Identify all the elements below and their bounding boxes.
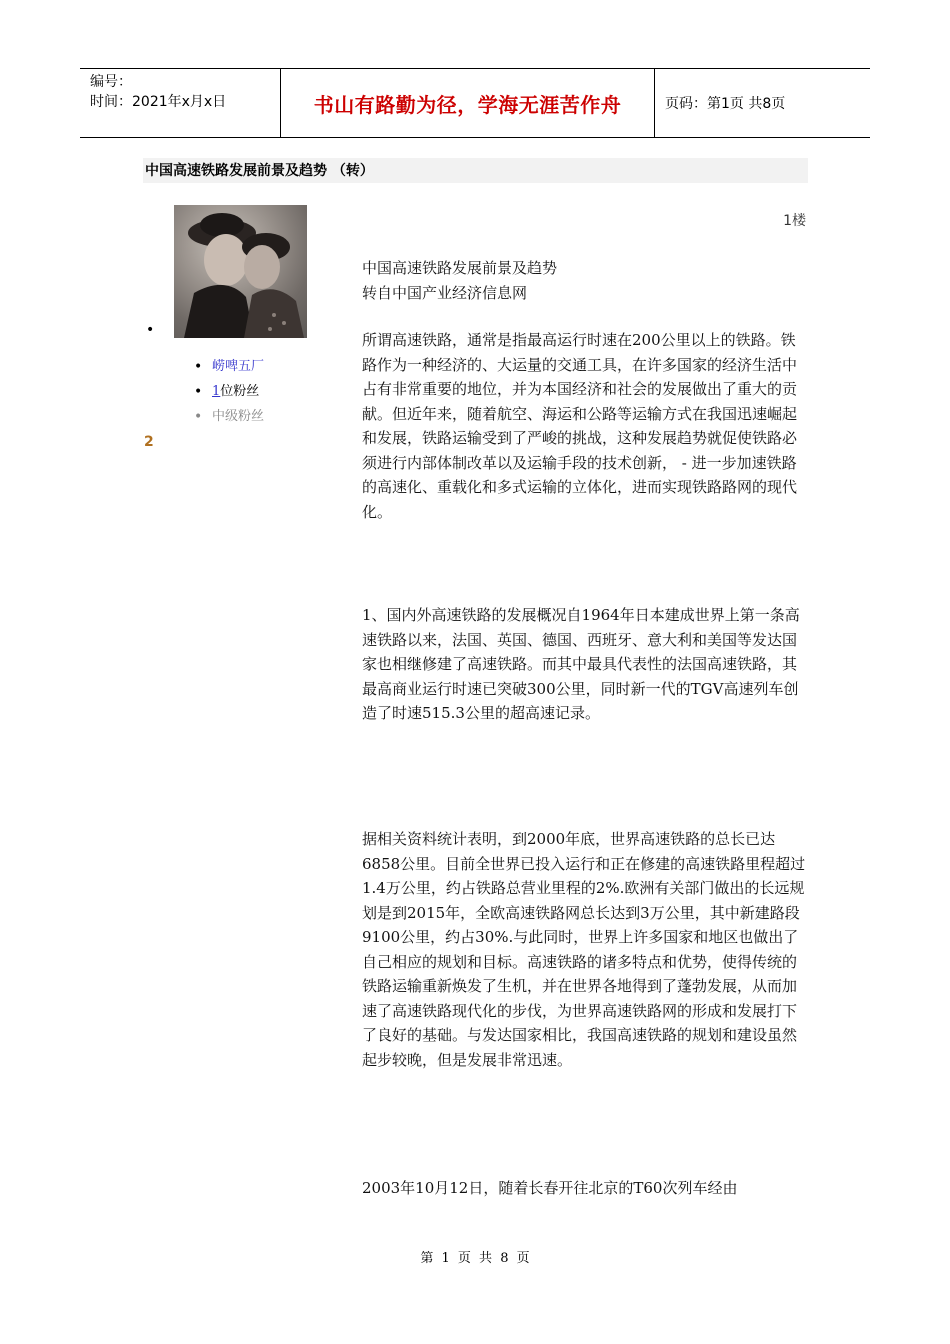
article-subtitle: 中国高速铁路发展前景及趋势 — [362, 259, 558, 277]
document-number-label: 编号： — [90, 74, 132, 90]
header-page-info: 页码：第1页 共8页 — [665, 96, 786, 112]
header-meta — [80, 69, 281, 137]
paragraph-text: 所谓高速铁路，通常是指最高运行时速在200公里以上的铁路。铁路作为一种经济的、大运量的交通工具，在许多国家的经济生活中占有非常重要的地位，并为本国经济和社会的发展做出了重大的贡献。但近年来，随着航空、海运和公路等运输方式在我国迅速崛起和发展，铁路运输受到了严峻的挑战，这种发展趋势就促使铁路必须进行内部体制改革以及运输手段的技术创新， - 进一步加速铁路的高速化、重载化和多式运输的立体化，进而实现铁路路网的现代化。 — [362, 331, 798, 521]
user-info-list — [190, 356, 264, 431]
list-item — [190, 406, 264, 431]
header-page-info-cell — [655, 69, 870, 137]
document-header — [80, 68, 870, 138]
avatar[interactable] — [174, 205, 307, 338]
paragraph-text: 据相关资料统计表明，到2000年底，世界高速铁路的总长已达6858公里。目前全世界已投入运行和正在修建的高速铁路里程超过1.4万公里，约占铁路总营业里程的2%.欧洲有关部门做出的长远规划是到2015年，全欧高速铁路网总长达到3万公里，其中新建路段9100公里，约占30%.与此同时，世界上许多国家和地区也做出了自己相应的规划和目标。高速铁路的诸多特点和优势，使得传统的铁路运输重新焕发了生机，并在世界各地得到了蓬勃发展，从而加速了高速铁路现代化的步伐，为世界高速铁路网的形成和发展打下了良好的基础。与发达国家相比，我国高速铁路的规划和建设虽然起步较晚，但是发展非常迅速。 — [362, 830, 806, 1069]
page-footer: 第 1 页 共 8 页 — [420, 1251, 530, 1266]
article-paragraph — [362, 328, 807, 524]
article-source: 转自中国产业经济信息网 — [362, 283, 528, 302]
header-motto: 书山有路勤为径，学海无涯苦作舟 — [313, 92, 622, 117]
post-floor-number: 1楼 — [783, 213, 806, 229]
article-paragraph — [362, 603, 807, 726]
paragraph-text: 1、国内外高速铁路的发展概况自1964年日本建成世界上第一条高速铁路以来，法国、英国、德国、西班牙、意大利和美国等发达国家也相继修建了高速铁路。而其中最具代表性的法国高速铁路，其最高商业运行时速已突破300公里，同时新一代的TGV高速列车创造了时速515.3公里的超高速记录。 — [362, 606, 800, 722]
list-item — [190, 356, 264, 381]
document-time-label: 时间：2021年x月x日 — [90, 94, 227, 110]
list-item — [190, 381, 264, 406]
article-paragraph — [362, 827, 807, 1072]
post-title: 中国高速铁路发展前景及趋势 （转） — [143, 158, 808, 183]
fans-count-label: 位粉丝 — [220, 384, 260, 399]
fans-count-link[interactable]: 1 — [212, 384, 221, 399]
username-link[interactable]: 崂啤五厂 — [212, 359, 265, 374]
user-level: 中级粉丝 — [212, 409, 265, 424]
paragraph-text: 2003年10月12日，随着长春开往北京的T60次列车经由 — [362, 1179, 738, 1197]
bullet-marker: • — [146, 322, 155, 338]
article-intro — [362, 256, 807, 305]
side-number: 2 — [144, 434, 154, 450]
header-motto-cell — [281, 69, 655, 137]
article-paragraph — [362, 1176, 807, 1201]
